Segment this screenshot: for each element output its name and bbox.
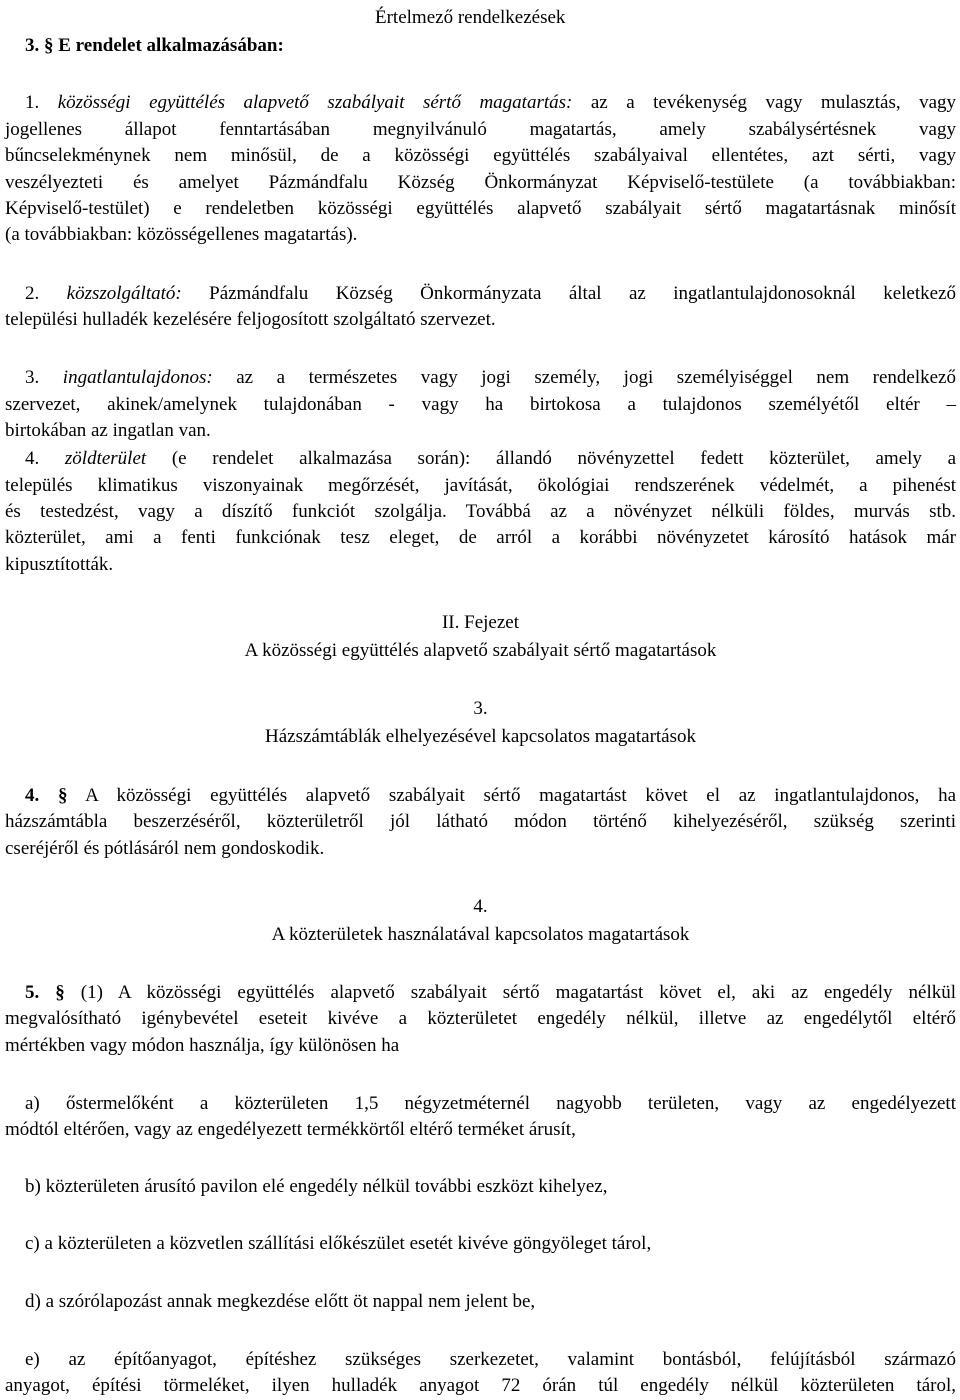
def1-line3: bűncselekménynek nem minősül, de a közösségi együttélés szabályaival ellentétes, azt sérti, vagy — [5, 145, 956, 166]
section-3-label: 3. § E rendelet alkalmazásában: — [25, 35, 284, 56]
def4-number: 4. — [25, 448, 65, 469]
chapter-number: II. Fejezet — [441, 612, 519, 633]
def4-line1 — [25, 446, 956, 472]
def4-line4: közterület, ami a fenti funkciónak tesz eleget, de arról a korábbi növényzetet károsító hatások már — [5, 527, 956, 548]
def4-line3: és testedzést, vagy a díszítő funkciót szolgálja. Továbbá az a növényzet nélküli földes, murvás stb. — [5, 501, 956, 522]
def1-line4: veszélyezteti és amelyet Pázmándfalu Község Önkormányzat Képviselő-testülete (a továbbiakban: — [5, 172, 956, 193]
def1-text: az a tevékenység vagy mulasztás, vagy — [572, 92, 957, 113]
def1-line1 — [25, 90, 956, 116]
para4-line3: cseréjéről és pótlásáról nem gondoskodik. — [5, 838, 325, 859]
item-a-line1: a) őstermelőként a közterületen 1,5 négyzetméternél nagyobb területen, vagy az engedélyezett — [25, 1093, 956, 1114]
definitions-title — [375, 5, 775, 31]
para4-number: 4. § — [25, 785, 68, 806]
item-c: c) a közterületen a közvetlen szállítási előkészület esetét kivéve göngyöleget tárol, — [25, 1233, 652, 1254]
def1-term: közösségi együttélés alapvető szabályait sértő magatartás: — [57, 92, 573, 113]
def1-number: 1. — [25, 92, 58, 113]
subsection-4-title: A közterületek használatával kapcsolatos magatartások — [271, 924, 690, 945]
para5-line2: megvalósítható igénybevétel eseteit kivéve a közterületet engedély nélkül, illetve az engedélytől eltérő — [5, 1008, 956, 1029]
def4-line5: kipusztították. — [5, 554, 114, 575]
para4-line1 — [25, 783, 956, 809]
subsection-3-number: 3. — [473, 698, 488, 719]
item-d: d) a szórólapozást annak megkezdése előtt öt nappal nem jelent be, — [25, 1291, 536, 1312]
def2-line1 — [25, 281, 956, 307]
def1-line6: (a továbbiakban: közösségellenes magatartás). — [5, 224, 358, 245]
def1-line2: jogellenes állapot fenntartásában megnyilvánuló magatartás, amely szabálysértésnek vagy — [5, 119, 956, 140]
subsection-4-number: 4. — [473, 896, 488, 917]
def3-line3: birtokában az ingatlan van. — [5, 420, 211, 441]
def4-text: (e rendelet alkalmazása során): állandó növényzettel fedett közterület, amely a — [146, 448, 956, 469]
def2-text: Pázmándfalu Község Önkormányzata által az ingatlantulajdonosoknál keletkező — [181, 283, 956, 304]
def3-line2: szervezet, akinek/amelynek tulajdonában - vagy ha birtokosa a tulajdonos személyétől eltér – — [5, 394, 956, 415]
para4-line2: házszámtábla beszerzéséről, közterületről jól látható módon történő kihelyezéséről, szükség szerinti — [5, 811, 956, 832]
para4-text: A közösségi együttélés alapvető szabályait sértő magatartást követ el az ingatlantulajdonos, ha — [67, 785, 957, 806]
def2-line2: települési hulladék kezelésére feljogosított szolgáltató szervezet. — [5, 309, 496, 330]
def4-term: zöldterület — [64, 448, 147, 469]
chapter-title: A közösségi együttélés alapvető szabályait sértő magatartások — [244, 640, 717, 661]
subsection-3-title: Házszámtáblák elhelyezésével kapcsolatos magatartások — [265, 726, 696, 747]
para5-line1 — [25, 980, 956, 1006]
def4-line2: település klimatikus viszonyainak megőrzését, javítását, ökológiai rendszerének védelmét, a pihenést — [5, 475, 956, 496]
para5-number: 5. § — [25, 982, 65, 1003]
def3-line1 — [25, 365, 956, 391]
definitions-title-text: Értelmező rendelkezések — [375, 7, 566, 28]
item-e-line1: e) az építőanyagot, építéshez szükséges szerkezetet, valamint bontásból, felújításból származó — [25, 1349, 956, 1370]
def3-term: ingatlantulajdonos: — [62, 367, 213, 388]
para5-line3: mértékben vagy módon használja, így különösen ha — [5, 1035, 400, 1056]
item-b: b) közterületen árusító pavilon elé engedély nélkül további eszközt kihelyez, — [25, 1176, 608, 1197]
para5-text: (1) A közösségi együttélés alapvető szabályait sértő magatartást követ el, aki az engedély nélkül — [64, 982, 957, 1003]
def2-term: közszolgáltató: — [66, 283, 182, 304]
def2-number: 2. — [25, 283, 67, 304]
item-a-line2: módtól eltérően, vagy az engedélyezett termékkörtől eltérő terméket árusít, — [5, 1119, 576, 1140]
def3-text: az a természetes vagy jogi személy, jogi személyiséggel nem rendelkező — [212, 367, 956, 388]
item-e-line2: anyagot, építési törmeléket, ilyen hulladék anyagot 72 órán túl engedély nélkül közterületen tárol, — [5, 1375, 956, 1396]
def3-number: 3. — [25, 367, 63, 388]
def1-line5: Képviselő-testület) e rendeletben közösségi együttélés alapvető szabályait sértő magatartásnak minősít — [5, 198, 956, 219]
section-3-heading — [25, 33, 425, 59]
